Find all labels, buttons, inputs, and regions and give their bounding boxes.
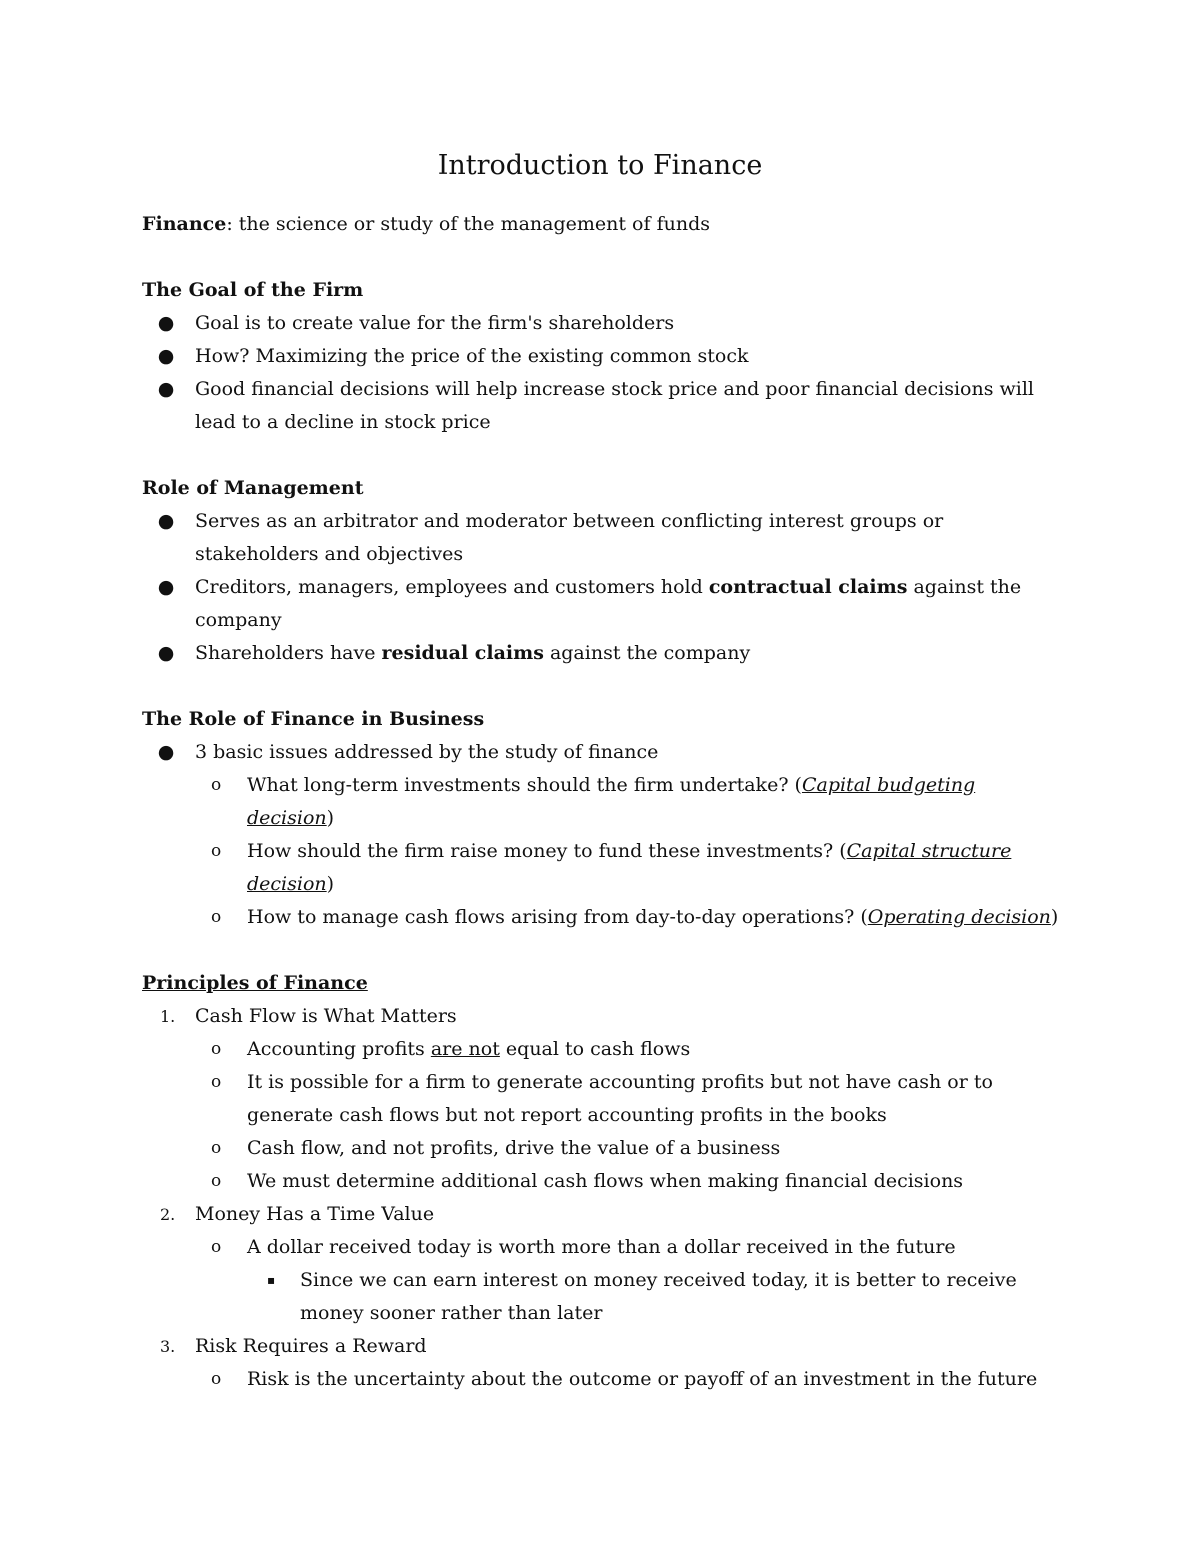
section-heading-goal: The Goal of the Firm	[142, 279, 364, 301]
bullet-marker: ●	[157, 576, 175, 598]
list-item: ● Creditors, managers, employees and customers hold contractual claims against the company	[142, 571, 1062, 637]
sub-bullet-marker: o	[211, 907, 222, 927]
list-item: ● 3 basic issues addressed by the study of finance	[142, 736, 1062, 769]
list-item: ● Serves as an arbitrator and moderator between conflicting interest groups or stakeholders and objectives	[142, 505, 1062, 571]
sub-list-item: o Risk is the uncertainty about the outcome or payoff of an investment in the future	[142, 1363, 1062, 1396]
sub-list-item: o How should the firm raise money to fund these investments? (Capital structure decision)	[142, 835, 1062, 901]
sub-bullet-marker: o	[211, 1138, 222, 1158]
sub-bullet-marker: o	[211, 1072, 222, 1092]
capital-structure-term: Capital structure decision	[247, 840, 1012, 895]
bullet-marker: ●	[157, 741, 175, 763]
list-item: ● Goal is to create value for the firm's shareholders	[142, 307, 1062, 340]
document-title: Introduction to Finance	[437, 150, 763, 181]
square-bullet-marker: ▪	[267, 1273, 276, 1287]
sub-bullet-marker: o	[211, 1171, 222, 1191]
sub-bullet-marker: o	[211, 1369, 222, 1389]
are-not-emphasis: are not	[430, 1038, 500, 1060]
number-marker: 1.	[160, 1007, 176, 1026]
document-page	[142, 130, 1062, 1396]
sub-bullet-marker: o	[211, 1039, 222, 1059]
sub-list-item: o We must determine additional cash flows when making financial decisions	[142, 1165, 1062, 1198]
bullet-marker: ●	[157, 312, 175, 334]
contractual-claims-term: contractual claims	[708, 576, 908, 598]
section-heading-principles: Principles of Finance	[142, 972, 368, 994]
residual-claims-term: residual claims	[381, 642, 544, 664]
section-heading-management: Role of Management	[142, 477, 364, 499]
list-item: ● How? Maximizing the price of the existing common stock	[142, 340, 1062, 373]
list-item: ● Good financial decisions will help increase stock price and poor financial decisions will lead to a decline in stock price	[142, 373, 1062, 439]
sub-list-item: o A dollar received today is worth more than a dollar received in the future	[142, 1231, 1062, 1264]
definition-term: Finance	[142, 213, 227, 235]
number-marker: 2.	[160, 1205, 176, 1224]
sub-list-item: o It is possible for a firm to generate accounting profits but not have cash or to generate cash flows but not report accounting profits in the books	[142, 1066, 1062, 1132]
sub-bullet-marker: o	[211, 775, 222, 795]
finance-definition	[142, 208, 1062, 241]
sub-list-item: o Accounting profits are not equal to cash flows	[142, 1033, 1062, 1066]
bullet-marker: ●	[157, 378, 175, 400]
definition-text: : the science or study of the management of funds	[226, 213, 710, 235]
section-heading-business: The Role of Finance in Business	[142, 708, 485, 730]
number-marker: 3.	[160, 1337, 176, 1356]
bullet-marker: ●	[157, 510, 175, 532]
list-item: ● Shareholders have residual claims against the company	[142, 637, 1062, 670]
numbered-item: 2. Money Has a Time Value	[142, 1198, 1062, 1231]
sub-list-item: o Cash flow, and not profits, drive the value of a business	[142, 1132, 1062, 1165]
sub-list-item: o What long-term investments should the firm undertake? (Capital budgeting decision)	[142, 769, 1062, 835]
operating-decision-term: Operating decision	[867, 906, 1051, 928]
sub-bullet-marker: o	[211, 841, 222, 861]
sub-list-item: o How to manage cash flows arising from day-to-day operations? (Operating decision)	[142, 901, 1062, 934]
bullet-marker: ●	[157, 642, 175, 664]
capital-budgeting-term: Capital budgeting decision	[247, 774, 976, 829]
numbered-item: 3. Risk Requires a Reward	[142, 1330, 1062, 1363]
sub-bullet-marker: o	[211, 1237, 222, 1257]
numbered-item: 1. Cash Flow is What Matters	[142, 1000, 1062, 1033]
bullet-marker: ●	[157, 345, 175, 367]
sub-sub-list-item: ▪ Since we can earn interest on money received today, it is better to receive money sooner rather than later	[142, 1264, 1062, 1330]
